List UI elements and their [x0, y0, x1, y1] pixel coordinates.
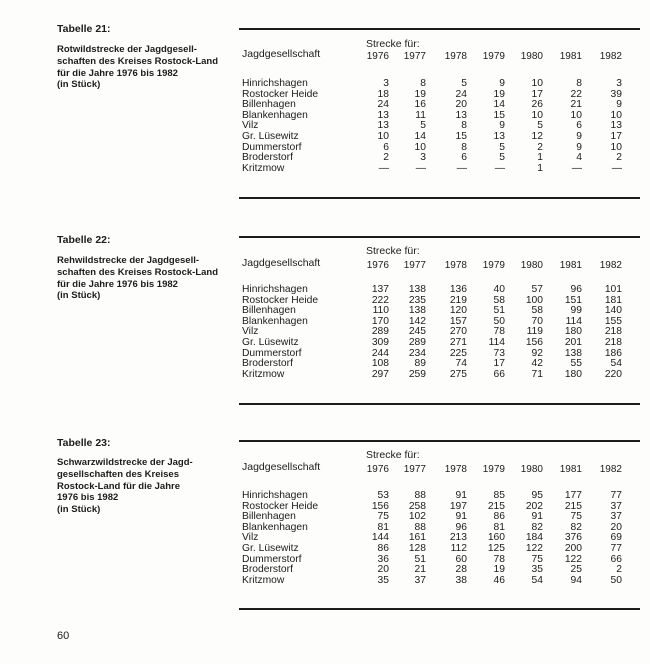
row-value: 17 [531, 88, 543, 100]
row-value: 3 [383, 78, 389, 89]
row-name: Broderstorf [242, 358, 293, 370]
row-value: 376 [564, 532, 582, 544]
table-row [0, 317, 650, 328]
row-value: 99 [570, 305, 582, 317]
row-name: Dummerstorf [242, 553, 302, 565]
row-value: 2 [537, 141, 543, 153]
row-value: 271 [449, 337, 467, 348]
row-value: 20 [377, 564, 389, 576]
row-value: 11 [415, 109, 426, 121]
row-value: 20 [610, 521, 622, 533]
row-value: 177 [564, 490, 582, 501]
row-value: 14 [414, 131, 426, 142]
row-value: 55 [570, 358, 582, 370]
row-value: 122 [525, 543, 543, 554]
row-value: 120 [449, 305, 467, 317]
row-value: 140 [604, 305, 622, 317]
row-value: 54 [610, 358, 622, 370]
strecke-label: Strecke für: [366, 245, 420, 257]
year-header: 1982 [599, 464, 622, 475]
year-header: 1982 [599, 51, 622, 62]
row-value: 86 [493, 511, 505, 523]
year-header: 1981 [559, 51, 582, 62]
table-row [0, 143, 650, 154]
year-header: 1976 [366, 51, 389, 62]
table-title: Tabelle 23: [57, 437, 111, 449]
row-value: 46 [493, 574, 505, 586]
row-value: 13 [377, 120, 389, 132]
row-name: Kritzmow [242, 162, 285, 174]
table-row [0, 555, 650, 566]
row-value: 37 [610, 500, 622, 512]
row-value: 54 [531, 574, 543, 586]
row-value: 40 [493, 284, 505, 295]
row-value: — [571, 162, 582, 174]
row-value: 144 [371, 532, 389, 544]
row-value: 213 [449, 532, 467, 544]
row-value: 8 [576, 78, 582, 89]
table-row [0, 512, 650, 523]
table-row [0, 121, 650, 132]
row-value: 244 [371, 347, 389, 359]
row-value: 110 [372, 305, 389, 317]
row-value: 101 [604, 284, 622, 295]
row-value: 8 [461, 120, 467, 132]
table-row [0, 153, 650, 164]
year-header: 1980 [520, 260, 543, 271]
row-value: 297 [371, 368, 389, 380]
row-value: 17 [493, 358, 505, 370]
row-value: 13 [610, 120, 622, 132]
row-value: — [378, 162, 389, 174]
row-value: 10 [570, 109, 582, 121]
row-value: 82 [570, 521, 582, 533]
row-name: Dummerstorf [242, 141, 302, 153]
row-value: 37 [610, 511, 622, 523]
caption-line: Schwarzwildstrecke der Jagd- [57, 457, 193, 468]
row-value: 91 [531, 511, 543, 523]
row-value: 19 [493, 564, 505, 576]
caption-line: gesellschaften des Kreises [57, 468, 179, 480]
year-header: 1981 [559, 260, 582, 271]
row-value: 5 [499, 141, 505, 153]
row-value: 128 [408, 543, 426, 554]
row-name: Blankenhagen [242, 315, 308, 327]
row-value: 10 [377, 131, 389, 142]
row-value: 4 [576, 152, 582, 164]
year-header: 1977 [403, 51, 426, 62]
row-value: 9 [499, 78, 505, 89]
row-value: 88 [414, 490, 426, 501]
row-value: 122 [564, 553, 582, 565]
table-row [0, 349, 650, 360]
row-value: 86 [377, 543, 389, 554]
table-row [0, 111, 650, 122]
table-row [0, 533, 650, 544]
table-top-rule [239, 28, 640, 30]
table-row [0, 491, 650, 502]
row-value: 18 [377, 88, 389, 100]
column-header-jagdgesellschaft: Jagdgesellschaft [242, 461, 321, 473]
row-value: 289 [371, 326, 389, 338]
row-value: 201 [564, 337, 582, 348]
row-value: 94 [570, 574, 582, 586]
row-value: 170 [371, 315, 389, 327]
row-value: 215 [487, 500, 505, 512]
row-value: 180 [564, 326, 582, 338]
table-row [0, 576, 650, 587]
year-header: 1976 [366, 260, 389, 271]
row-value: 10 [610, 141, 622, 153]
caption-line: (in Stück) [57, 504, 101, 516]
caption-line: (in Stück) [57, 79, 101, 91]
year-header: 1980 [520, 51, 543, 62]
table-row [0, 502, 650, 513]
page-number: 60 [57, 630, 70, 642]
caption-line: für die Jahre 1976 bis 1982 [57, 278, 178, 290]
row-value: 3 [420, 152, 426, 164]
table-bottom-rule [239, 608, 640, 610]
row-name: Rostocker Heide [242, 294, 319, 306]
row-value: 75 [570, 511, 582, 523]
row-value: 66 [610, 553, 622, 565]
row-value: 28 [455, 564, 467, 576]
row-value: 181 [604, 294, 622, 306]
row-name: Dummerstorf [242, 347, 302, 359]
row-value: 309 [371, 337, 389, 348]
row-value: 1 [537, 162, 543, 174]
row-value: 66 [493, 368, 505, 380]
row-value: 5 [461, 78, 467, 89]
row-name: Billenhagen [242, 305, 296, 317]
row-value: 6 [383, 141, 389, 153]
row-value: 15 [493, 109, 505, 121]
row-value: 275 [449, 368, 467, 380]
row-value: 21 [570, 99, 582, 111]
row-value: 15 [455, 131, 467, 142]
row-value: 151 [564, 294, 582, 306]
year-header: 1977 [403, 260, 426, 271]
caption-line: Rostock-Land für die Jahre [57, 480, 180, 492]
row-value: 10 [531, 109, 543, 121]
row-value: 157 [449, 315, 467, 327]
table-row [0, 90, 650, 101]
row-value: 5 [499, 152, 505, 164]
row-value: 37 [414, 574, 426, 586]
row-name: Rostocker Heide [242, 88, 319, 100]
row-value: 85 [493, 490, 505, 501]
row-value: 21 [414, 564, 426, 576]
row-name: Vilz [242, 532, 259, 544]
row-value: 13 [377, 109, 389, 121]
row-value: 6 [461, 152, 467, 164]
row-value: 259 [408, 368, 426, 380]
row-value: 112 [450, 543, 467, 554]
row-value: 91 [455, 511, 467, 523]
table-top-rule [239, 236, 640, 238]
row-value: 108 [371, 358, 389, 370]
table-row [0, 285, 650, 296]
row-value: 24 [377, 99, 389, 111]
year-header: 1980 [520, 464, 543, 475]
year-header: 1979 [482, 260, 505, 271]
row-value: 9 [576, 141, 582, 153]
year-header: 1976 [366, 464, 389, 475]
row-value: 36 [377, 553, 389, 565]
row-value: 50 [493, 315, 505, 327]
row-value: 3 [616, 78, 622, 89]
row-value: 89 [414, 358, 426, 370]
row-value: 138 [564, 347, 582, 359]
row-value: 38 [455, 574, 467, 586]
row-value: 77 [610, 490, 622, 501]
table-bottom-rule [239, 403, 640, 405]
row-value: 25 [570, 564, 582, 576]
row-value: 69 [610, 532, 622, 544]
row-value: 10 [610, 109, 622, 121]
row-value: 70 [531, 315, 543, 327]
caption-line: 1976 bis 1982 [57, 492, 119, 504]
row-name: Gr. Lüsewitz [242, 543, 299, 554]
row-value: 81 [493, 521, 505, 533]
caption-line: Rehwildstrecke der Jagdgesell- [57, 255, 200, 266]
row-value: 156 [525, 337, 543, 348]
row-value: 75 [377, 511, 389, 523]
table-title: Tabelle 21: [57, 23, 111, 35]
row-value: 225 [449, 347, 467, 359]
row-value: 24 [455, 88, 467, 100]
row-name: Hinrichshagen [242, 78, 308, 89]
row-value: 161 [408, 532, 426, 544]
row-value: 13 [455, 109, 467, 121]
row-value: 60 [455, 553, 467, 565]
row-name: Blankenhagen [242, 521, 308, 533]
row-name: Gr. Lüsewitz [242, 131, 299, 142]
row-value: 26 [531, 99, 543, 111]
row-value: 22 [570, 88, 582, 100]
row-name: Broderstorf [242, 152, 293, 164]
column-header-jagdgesellschaft: Jagdgesellschaft [242, 257, 321, 269]
row-name: Blankenhagen [242, 109, 308, 121]
row-value: 2 [616, 152, 622, 164]
row-value: 35 [531, 564, 543, 576]
row-value: 8 [461, 141, 467, 153]
year-header: 1978 [444, 51, 467, 62]
row-value: 2 [616, 564, 622, 576]
row-value: 258 [408, 500, 426, 512]
strecke-label: Strecke für: [366, 449, 420, 461]
row-value: 20 [455, 99, 467, 111]
row-value: 215 [564, 500, 582, 512]
table-row [0, 100, 650, 111]
table-row [0, 565, 650, 576]
row-value: 219 [449, 294, 467, 306]
row-value: 289 [408, 337, 426, 348]
row-value: 119 [526, 326, 543, 338]
row-value: 91 [455, 490, 467, 501]
row-value: 186 [604, 347, 622, 359]
row-value: 6 [576, 120, 582, 132]
row-value: 10 [531, 78, 543, 89]
row-value: 235 [408, 294, 426, 306]
row-value: 220 [604, 368, 622, 380]
row-value: 82 [531, 521, 543, 533]
table-row [0, 544, 650, 555]
table-row [0, 296, 650, 307]
row-value: 9 [499, 120, 505, 132]
row-value: 9 [576, 131, 582, 142]
row-value: 218 [604, 337, 622, 348]
row-value: 51 [493, 305, 505, 317]
row-value: 218 [604, 326, 622, 338]
row-value: — [415, 162, 426, 174]
row-value: 39 [610, 88, 622, 100]
table-row [0, 370, 650, 381]
row-value: 14 [493, 99, 505, 111]
table-row [0, 327, 650, 338]
row-value: 137 [371, 284, 389, 295]
row-value: 78 [493, 326, 505, 338]
year-header: 1979 [482, 51, 505, 62]
row-name: Vilz [242, 120, 259, 132]
row-value: 125 [487, 543, 505, 554]
row-value: 102 [408, 511, 426, 523]
row-value: 96 [455, 521, 467, 533]
row-value: 2 [383, 152, 389, 164]
row-value: — [494, 162, 505, 174]
row-value: 17 [610, 131, 622, 142]
row-value: 81 [377, 521, 389, 533]
row-value: 202 [525, 500, 543, 512]
row-value: 19 [493, 88, 505, 100]
row-value: 58 [531, 305, 543, 317]
row-value: 92 [531, 347, 543, 359]
row-value: 77 [610, 543, 622, 554]
row-value: 78 [493, 553, 505, 565]
row-value: 74 [455, 358, 467, 370]
row-name: Kritzmow [242, 574, 285, 586]
column-header-jagdgesellschaft: Jagdgesellschaft [242, 48, 321, 60]
table-row [0, 132, 650, 143]
row-value: 53 [377, 490, 389, 501]
year-header: 1978 [444, 260, 467, 271]
row-value: 138 [408, 284, 426, 295]
caption-line: (in Stück) [57, 290, 101, 302]
row-value: 96 [570, 284, 582, 295]
row-value: 71 [531, 368, 543, 380]
row-value: 142 [408, 315, 426, 327]
row-value: 200 [564, 543, 582, 554]
table-row [0, 523, 650, 534]
row-value: 156 [371, 500, 389, 512]
row-value: 42 [531, 358, 543, 370]
row-name: Billenhagen [242, 511, 296, 523]
caption-line: für die Jahre 1976 bis 1982 [57, 67, 178, 79]
row-value: 10 [414, 141, 426, 153]
row-value: — [611, 162, 622, 174]
row-value: 12 [531, 131, 543, 142]
row-name: Broderstorf [242, 564, 293, 576]
row-value: 13 [493, 131, 505, 142]
row-value: 114 [488, 337, 505, 348]
table-row [0, 79, 650, 90]
row-value: 50 [610, 574, 622, 586]
row-value: 58 [493, 294, 505, 306]
row-name: Kritzmow [242, 368, 285, 380]
row-value: 184 [525, 532, 543, 544]
year-header: 1978 [444, 464, 467, 475]
strecke-label: Strecke für: [366, 38, 420, 50]
row-name: Hinrichshagen [242, 490, 308, 501]
table-top-rule [239, 440, 640, 442]
row-value: — [456, 162, 467, 174]
year-header: 1982 [599, 260, 622, 271]
row-value: 155 [604, 315, 622, 327]
row-value: 73 [493, 347, 505, 359]
row-value: 234 [408, 347, 426, 359]
row-value: 88 [414, 521, 426, 533]
row-value: 136 [449, 284, 467, 295]
year-header: 1981 [559, 464, 582, 475]
row-name: Billenhagen [242, 99, 296, 111]
row-name: Rostocker Heide [242, 500, 319, 512]
row-value: 245 [408, 326, 426, 338]
row-value: 180 [564, 368, 582, 380]
row-value: 270 [449, 326, 467, 338]
caption-line: schaften des Kreises Rostock-Land [57, 266, 219, 278]
row-value: 222 [371, 294, 389, 306]
table-row [0, 164, 650, 175]
row-name: Hinrichshagen [242, 284, 308, 295]
row-name: Gr. Lüsewitz [242, 337, 299, 348]
row-value: 114 [565, 315, 582, 327]
row-value: 5 [420, 120, 426, 132]
table-row [0, 338, 650, 349]
row-value: 1 [537, 152, 543, 164]
table-row [0, 359, 650, 370]
row-value: 95 [531, 490, 543, 501]
row-value: 51 [414, 553, 426, 565]
row-value: 16 [414, 99, 426, 111]
table-bottom-rule [239, 197, 640, 199]
row-value: 100 [525, 294, 543, 306]
table-row [0, 306, 650, 317]
row-value: 160 [487, 532, 505, 544]
table-title: Tabelle 22: [57, 234, 111, 246]
row-value: 9 [616, 99, 622, 111]
row-value: 8 [420, 78, 426, 89]
row-name: Vilz [242, 326, 259, 338]
row-value: 57 [531, 284, 543, 295]
row-value: 35 [377, 574, 389, 586]
row-value: 19 [414, 88, 426, 100]
row-value: 197 [449, 500, 467, 512]
year-header: 1979 [482, 464, 505, 475]
row-value: 75 [531, 553, 543, 565]
row-value: 5 [537, 120, 543, 132]
row-value: 138 [408, 305, 426, 317]
caption-line: Rotwildstrecke der Jagdgesell- [57, 44, 197, 55]
year-header: 1977 [403, 464, 426, 475]
caption-line: schaften des Kreises Rostock-Land [57, 55, 219, 67]
